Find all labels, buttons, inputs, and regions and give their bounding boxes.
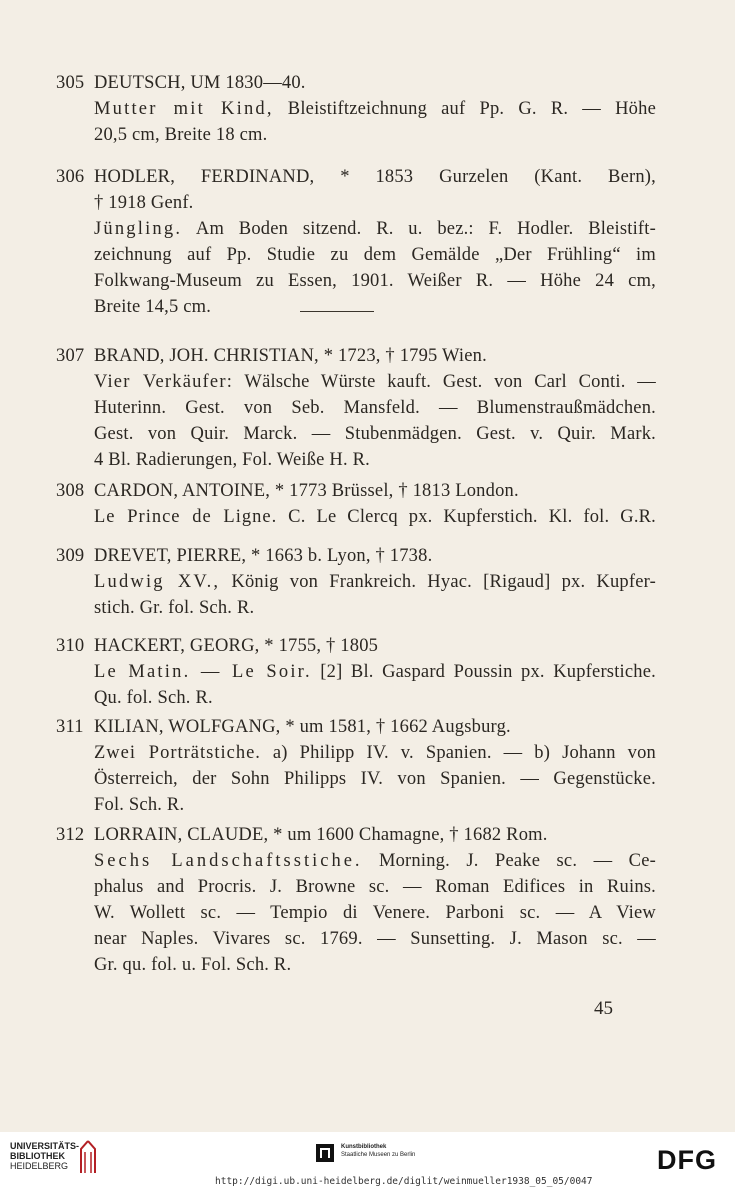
permalink-url[interactable]: http://digi.ub.uni-heidelberg.de/diglit/weinmueller1938_05_05/0047 <box>215 1176 593 1187</box>
kb-line: Staatliche Museen zu Berlin <box>341 1152 416 1158</box>
entry-number: 309 <box>56 546 85 566</box>
entry-line: 20,5 cm, Breite 18 cm. <box>94 125 268 145</box>
entry-heading <box>56 70 656 96</box>
entry-heading <box>56 343 656 369</box>
entry-artist: HODLER, FERDINAND, * 1853 Gurzelen (Kant. Bern), <box>94 167 656 187</box>
entry-311 <box>56 714 656 818</box>
entry-line: † 1918 Genf. <box>94 193 194 213</box>
entry-number: 306 <box>56 167 85 187</box>
entry-312 <box>56 822 656 978</box>
entry-line: Gr. qu. fol. u. Fol. Sch. R. <box>94 955 292 975</box>
entry-text: [2] Bl. Gaspard Poussin px. Kupferstiche. <box>311 662 656 682</box>
entry-307 <box>56 343 656 473</box>
entry-number: 307 <box>56 346 85 366</box>
entry-title: Zwei Porträtstiche. <box>94 743 261 763</box>
entry-text: C. Le Clercq px. Kupferstich. Kl. fol. G.R. <box>277 507 657 527</box>
entry-line: Österreich, der Sohn Philipps IV. von Spanien. — Gegenstücke. <box>94 769 656 789</box>
entry-line: zeichnung auf Pp. Studie zu dem Gemälde „Der Frühling“ im <box>94 245 656 265</box>
entry-title: Le Prince de Ligne. <box>94 507 278 527</box>
library-line: BIBLIOTHEK <box>10 1151 65 1161</box>
entry-line <box>56 569 656 595</box>
entry-artist: HACKERT, GEORG, * 1755, † 1805 <box>94 636 379 656</box>
page-number: 45 <box>594 998 613 1019</box>
university-library-label[interactable] <box>10 1141 79 1171</box>
entry-line: W. Wollett sc. — Tempio di Venere. Parboni sc. — A View <box>94 903 656 923</box>
entry-number: 308 <box>56 481 85 501</box>
entry-line <box>56 96 656 122</box>
entry-title: Sechs Landschaftsstiche. <box>94 851 363 871</box>
entry-line: near Naples. Vivares sc. 1769. — Sunsetting. J. Mason sc. — <box>94 929 656 949</box>
entry-line: 4 Bl. Radierungen, Fol. Weiße H. R. <box>94 450 370 470</box>
entry-text: Am Boden sitzend. R. u. bez.: F. Hodler. Bleistift- <box>182 219 656 239</box>
entry-heading <box>56 822 656 848</box>
entry-line: Gest. von Quir. Marck. — Stubenmädgen. Gest. v. Quir. Mark. <box>94 424 656 444</box>
entry-text: Bleistiftzeichnung auf Pp. G. R. — Höhe <box>273 99 656 119</box>
entry-artist: DREVET, PIERRE, * 1663 b. Lyon, † 1738. <box>94 546 433 566</box>
entry-line <box>56 216 656 242</box>
entry-line <box>56 369 656 395</box>
entry-number: 305 <box>56 73 85 93</box>
entry-text: König von Frankreich. Hyac. [Rigaud] px. Kupfer- <box>220 572 656 592</box>
entry-heading <box>56 714 656 740</box>
entry-text: Wälsche Würste kauft. Gest. von Carl Conti. — <box>233 372 656 392</box>
entry-line <box>56 848 656 874</box>
entry-title: Ludwig XV., <box>94 572 221 592</box>
entry-artist: BRAND, JOH. CHRISTIAN, * 1723, † 1795 Wien. <box>94 346 487 366</box>
entry-number: 311 <box>56 717 84 737</box>
entry-artist: DEUTSCH, UM 1830—40. <box>94 73 306 93</box>
entry-line: Huterinn. Gest. von Seb. Mansfeld. — Blumenstraußmädchen. <box>94 398 656 418</box>
entry-line: Folkwang-Museum zu Essen, 1901. Weißer R. — Höhe 24 cm, <box>94 271 656 291</box>
entry-line: stich. Gr. fol. Sch. R. <box>94 598 255 618</box>
entry-line: Fol. Sch. R. <box>94 795 185 815</box>
entry-heading <box>56 543 656 569</box>
university-library-logo-icon[interactable] <box>77 1140 99 1174</box>
entry-line: Breite 14,5 cm. <box>94 297 212 317</box>
library-line: UNIVERSITÄTS- <box>10 1141 80 1151</box>
entry-text: a) Philipp IV. v. Spanien. — b) Johann von <box>260 743 657 763</box>
entry-line <box>56 740 656 766</box>
section-divider <box>300 311 374 312</box>
entry-305 <box>56 70 656 148</box>
entry-line: Qu. fol. Sch. R. <box>94 688 213 708</box>
kunstbibliothek-label[interactable] <box>341 1143 415 1159</box>
entry-text: Morning. J. Peake sc. — Ce- <box>362 851 656 871</box>
entry-heading <box>56 478 656 504</box>
entry-title: Le Matin. — Le Soir. <box>94 662 312 682</box>
entry-artist: CARDON, ANTOINE, * 1773 Brüssel, † 1813 London. <box>94 481 519 501</box>
entry-heading <box>56 633 656 659</box>
entry-310 <box>56 633 656 711</box>
entry-309 <box>56 543 656 621</box>
entry-308 <box>56 478 656 530</box>
entry-number: 310 <box>56 636 85 656</box>
library-line: HEIDELBERG <box>10 1161 69 1171</box>
entry-heading <box>56 164 656 190</box>
entry-306 <box>56 164 656 320</box>
entry-artist: KILIAN, WOLFGANG, * um 1581, † 1662 Augsburg. <box>94 717 511 737</box>
dfg-logo[interactable]: DFG <box>657 1145 717 1175</box>
kunstbibliothek-logo-icon[interactable] <box>316 1144 334 1162</box>
entry-title: Vier Verkäufer: <box>94 372 234 392</box>
entry-title: Mutter mit Kind, <box>94 99 274 119</box>
kb-line: Kunstbibliothek <box>341 1144 387 1150</box>
entry-number: 312 <box>56 825 85 845</box>
entry-line <box>56 504 656 530</box>
entry-line: phalus and Procris. J. Browne sc. — Roman Edifices in Ruins. <box>94 877 656 897</box>
entry-title: Jüngling. <box>94 219 183 239</box>
entry-line <box>56 659 656 685</box>
entry-artist: LORRAIN, CLAUDE, * um 1600 Chamagne, † 1682 Rom. <box>94 825 548 845</box>
